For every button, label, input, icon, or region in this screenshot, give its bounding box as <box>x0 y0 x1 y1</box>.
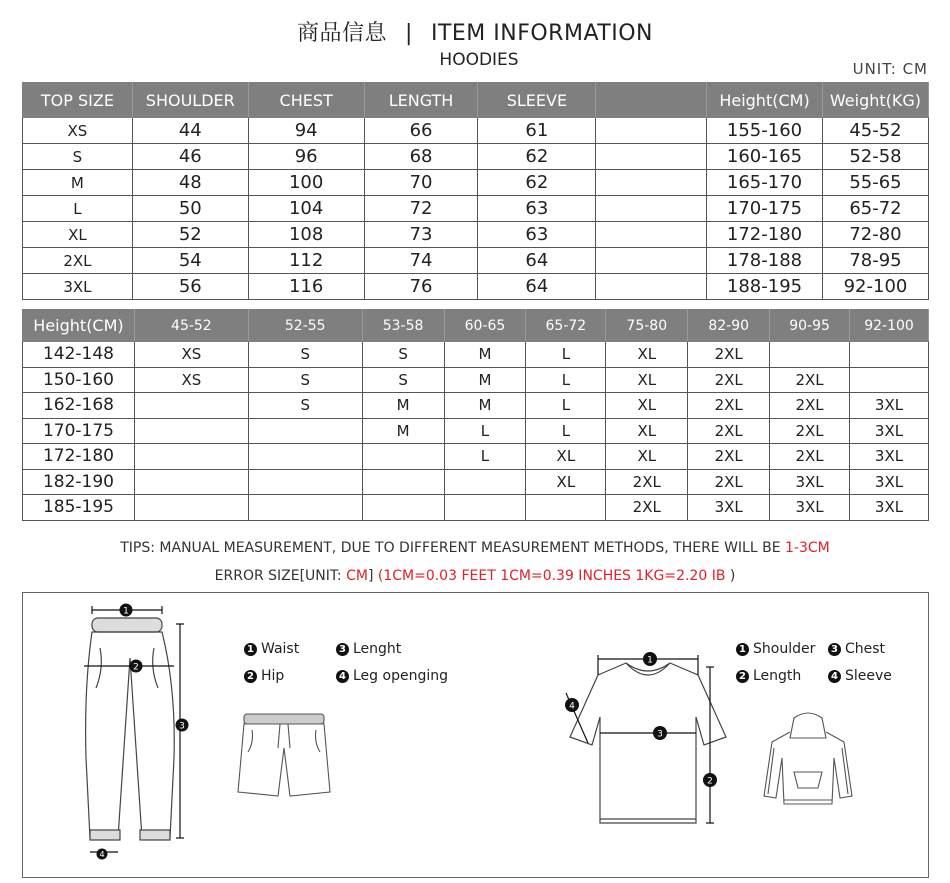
table-cell: S <box>362 367 444 393</box>
table-cell <box>444 469 526 495</box>
table-cell <box>596 170 707 196</box>
table-cell: 64 <box>478 274 596 300</box>
table-cell: 65-72 <box>822 196 928 222</box>
table-cell <box>248 469 362 495</box>
table-cell: 52-58 <box>822 144 928 170</box>
table-cell <box>362 495 444 521</box>
table-cell <box>362 444 444 470</box>
fit-header-cell: 90-95 <box>770 310 850 342</box>
table-cell: 160-165 <box>707 144 823 170</box>
table-cell: 2XL <box>770 444 850 470</box>
table-cell: 74 <box>364 248 478 274</box>
table-cell: L <box>444 444 526 470</box>
table-cell: M <box>444 367 526 393</box>
tips-line-1 <box>0 540 950 556</box>
table-cell: 2XL <box>23 248 133 274</box>
hoodie-illustration <box>758 708 858 812</box>
size-table-body <box>23 118 929 300</box>
size-header-cell: LENGTH <box>364 83 478 118</box>
table-cell: XL <box>526 444 606 470</box>
table-cell: 2XL <box>688 469 770 495</box>
number-icon: 3 <box>336 643 349 656</box>
table-cell: 73 <box>364 222 478 248</box>
table-cell: M <box>444 342 526 368</box>
tips-error-range: 1-3CM <box>785 540 830 556</box>
table-cell: 165-170 <box>707 170 823 196</box>
fit-header-cell: 65-72 <box>526 310 606 342</box>
table-cell: 72-80 <box>822 222 928 248</box>
table-row <box>23 222 929 248</box>
table-cell: XL <box>606 342 688 368</box>
table-cell: 100 <box>248 170 364 196</box>
tips-line-2 <box>0 568 950 584</box>
table-cell <box>770 342 850 368</box>
table-cell: 2XL <box>688 418 770 444</box>
table-cell: S <box>248 342 362 368</box>
fit-table-body <box>23 342 929 521</box>
table-row <box>23 144 929 170</box>
table-cell: 3XL <box>770 469 850 495</box>
size-header-cell: SHOULDER <box>132 83 248 118</box>
tips-text: TIPS: MANUAL MEASUREMENT, DUE TO DIFFERENT MEASUREMENT METHODS, THERE WILL BE <box>120 540 786 556</box>
table-cell: 182-190 <box>23 469 135 495</box>
table-cell <box>850 367 929 393</box>
table-row <box>23 342 929 368</box>
table-cell: L <box>526 367 606 393</box>
size-header-cell: Weight(KG) <box>822 83 928 118</box>
number-icon: 4 <box>828 670 841 683</box>
table-cell: 92-100 <box>822 274 928 300</box>
table-cell: M <box>362 418 444 444</box>
table-cell: 63 <box>478 196 596 222</box>
table-cell: S <box>23 144 133 170</box>
table-cell: 3XL <box>23 274 133 300</box>
table-row <box>23 248 929 274</box>
size-header-cell: TOP SIZE <box>23 83 133 118</box>
table-cell: 108 <box>248 222 364 248</box>
legend-label: Lenght <box>353 641 402 657</box>
table-cell: 56 <box>132 274 248 300</box>
table-row <box>23 469 929 495</box>
table-cell: M <box>23 170 133 196</box>
table-cell: XL <box>606 393 688 419</box>
table-cell: 2XL <box>606 495 688 521</box>
table-cell: XL <box>606 367 688 393</box>
table-cell: 116 <box>248 274 364 300</box>
marker-waist: 1 <box>123 606 129 617</box>
table-cell <box>362 469 444 495</box>
table-cell <box>444 495 526 521</box>
table-cell: 2XL <box>688 342 770 368</box>
number-icon: 3 <box>828 643 841 656</box>
table-cell: 3XL <box>850 418 929 444</box>
table-cell: 96 <box>248 144 364 170</box>
table-cell: 78-95 <box>822 248 928 274</box>
table-cell: 61 <box>478 118 596 144</box>
table-cell: XL <box>23 222 133 248</box>
table-row <box>23 170 929 196</box>
table-row <box>23 393 929 419</box>
tips-unit: CM <box>346 568 368 584</box>
table-cell: 3XL <box>850 469 929 495</box>
table-cell <box>248 418 362 444</box>
tips-conversion: (1CM=0.03 FEET 1CM=0.39 INCHES 1KG=2.20 IB <box>377 568 730 584</box>
table-row <box>23 196 929 222</box>
table-cell: 3XL <box>770 495 850 521</box>
table-cell <box>596 196 707 222</box>
table-cell <box>526 495 606 521</box>
table-cell: 172-180 <box>23 444 135 470</box>
table-cell: 45-52 <box>822 118 928 144</box>
table-cell: 162-168 <box>23 393 135 419</box>
fit-header-cell: 60-65 <box>444 310 526 342</box>
table-cell: 3XL <box>850 393 929 419</box>
tips-text: ERROR SIZE[UNIT: <box>214 568 347 584</box>
table-cell: S <box>362 342 444 368</box>
table-cell: L <box>23 196 133 222</box>
tips-text: ) <box>729 568 736 584</box>
size-header-cell: SLEEVE <box>478 83 596 118</box>
tshirt-illustration <box>558 645 738 835</box>
legend-shoulder <box>736 641 815 657</box>
table-cell: 172-180 <box>707 222 823 248</box>
table-cell: 178-188 <box>707 248 823 274</box>
legend-label: Waist <box>261 641 300 657</box>
page-title <box>0 16 950 47</box>
table-cell: 52 <box>132 222 248 248</box>
fit-header-cell: 53-58 <box>362 310 444 342</box>
legend-label: Length <box>753 668 802 684</box>
table-cell <box>134 393 248 419</box>
table-cell: 62 <box>478 170 596 196</box>
table-cell: 188-195 <box>707 274 823 300</box>
table-cell: 48 <box>132 170 248 196</box>
table-cell: XS <box>134 342 248 368</box>
fit-table-header <box>23 310 929 342</box>
fit-header-cell: Height(CM) <box>23 310 135 342</box>
long-pants-illustration <box>70 598 210 870</box>
table-cell: 54 <box>132 248 248 274</box>
table-cell: 72 <box>364 196 478 222</box>
table-row <box>23 274 929 300</box>
size-table <box>22 82 929 300</box>
table-cell <box>134 418 248 444</box>
marker-sleeve: 4 <box>569 701 575 712</box>
table-row <box>23 118 929 144</box>
table-cell: 2XL <box>770 418 850 444</box>
table-cell: 2XL <box>770 367 850 393</box>
table-cell: 46 <box>132 144 248 170</box>
table-cell: S <box>248 367 362 393</box>
legend-leg-opening <box>336 668 448 684</box>
marker-hip: 2 <box>133 662 139 673</box>
legend-label: Chest <box>845 641 886 657</box>
table-cell <box>850 342 929 368</box>
number-icon: 1 <box>736 643 749 656</box>
tips-text: ] <box>367 568 378 584</box>
table-cell: 63 <box>478 222 596 248</box>
table-cell: 66 <box>364 118 478 144</box>
unit-label: UNIT: CM <box>852 60 928 78</box>
size-header-cell <box>596 83 707 118</box>
table-cell: XS <box>134 367 248 393</box>
table-cell: 64 <box>478 248 596 274</box>
table-cell: M <box>444 393 526 419</box>
table-cell: 68 <box>364 144 478 170</box>
size-table-header <box>23 83 929 118</box>
table-row <box>23 367 929 393</box>
fit-header-cell: 75-80 <box>606 310 688 342</box>
table-cell: M <box>362 393 444 419</box>
table-cell: 94 <box>248 118 364 144</box>
legend-hip <box>244 668 284 684</box>
table-cell <box>134 444 248 470</box>
table-cell: XL <box>526 469 606 495</box>
marker-chest: 3 <box>657 729 663 740</box>
legend-length <box>336 641 401 657</box>
fit-header-cell: 52-55 <box>248 310 362 342</box>
marker-length: 2 <box>707 776 713 787</box>
table-cell: 104 <box>248 196 364 222</box>
title-cn: 商品信息 <box>297 21 388 46</box>
table-cell <box>596 222 707 248</box>
marker-shoulder: 1 <box>647 655 653 666</box>
table-cell: S <box>248 393 362 419</box>
size-header-cell: CHEST <box>248 83 364 118</box>
legend-label: Shoulder <box>753 641 816 657</box>
table-cell: 2XL <box>688 393 770 419</box>
table-cell: 2XL <box>688 367 770 393</box>
table-cell <box>248 444 362 470</box>
table-cell: 3XL <box>688 495 770 521</box>
table-cell: L <box>526 418 606 444</box>
table-cell: 112 <box>248 248 364 274</box>
fit-header-cell: 82-90 <box>688 310 770 342</box>
table-cell <box>134 469 248 495</box>
table-cell: 170-175 <box>23 418 135 444</box>
table-cell <box>248 495 362 521</box>
fit-header-cell: 45-52 <box>134 310 248 342</box>
table-cell: 150-160 <box>23 367 135 393</box>
legend-label: Leg openging <box>353 668 448 684</box>
number-icon: 4 <box>336 670 349 683</box>
legend-label: Hip <box>261 668 285 684</box>
table-cell: 76 <box>364 274 478 300</box>
table-cell: 3XL <box>850 495 929 521</box>
legend-waist <box>244 641 299 657</box>
fit-header-cell: 92-100 <box>850 310 929 342</box>
table-cell: 44 <box>132 118 248 144</box>
product-type: HOODIES <box>439 50 519 70</box>
title-separator: | <box>405 21 413 46</box>
table-cell <box>596 274 707 300</box>
table-cell: XL <box>606 418 688 444</box>
size-header-cell: Height(CM) <box>707 83 823 118</box>
table-cell <box>596 248 707 274</box>
title-en: ITEM INFORMATION <box>430 21 653 46</box>
legend-sleeve <box>828 668 892 684</box>
table-row <box>23 418 929 444</box>
number-icon: 1 <box>244 643 257 656</box>
table-cell: XL <box>606 444 688 470</box>
table-row <box>23 495 929 521</box>
table-cell: 50 <box>132 196 248 222</box>
table-cell: 70 <box>364 170 478 196</box>
legend-label: Sleeve <box>845 668 892 684</box>
marker-length: 3 <box>179 721 185 732</box>
table-cell: L <box>444 418 526 444</box>
table-cell <box>134 495 248 521</box>
legend-chest <box>828 641 885 657</box>
table-cell: L <box>526 393 606 419</box>
table-cell: L <box>526 342 606 368</box>
table-cell: 142-148 <box>23 342 135 368</box>
number-icon: 2 <box>736 670 749 683</box>
table-cell: 3XL <box>850 444 929 470</box>
table-cell: 2XL <box>770 393 850 419</box>
shorts-illustration <box>234 708 334 804</box>
table-cell <box>596 118 707 144</box>
marker-leg-opening: 4 <box>99 850 105 859</box>
table-cell: 2XL <box>688 444 770 470</box>
table-cell: 170-175 <box>707 196 823 222</box>
fit-table <box>22 309 929 521</box>
table-cell: 55-65 <box>822 170 928 196</box>
table-row <box>23 444 929 470</box>
legend-length <box>736 668 801 684</box>
table-cell <box>596 144 707 170</box>
table-cell: 155-160 <box>707 118 823 144</box>
number-icon: 2 <box>244 670 257 683</box>
table-cell: 62 <box>478 144 596 170</box>
table-cell: 185-195 <box>23 495 135 521</box>
table-cell: 2XL <box>606 469 688 495</box>
table-cell: XS <box>23 118 133 144</box>
